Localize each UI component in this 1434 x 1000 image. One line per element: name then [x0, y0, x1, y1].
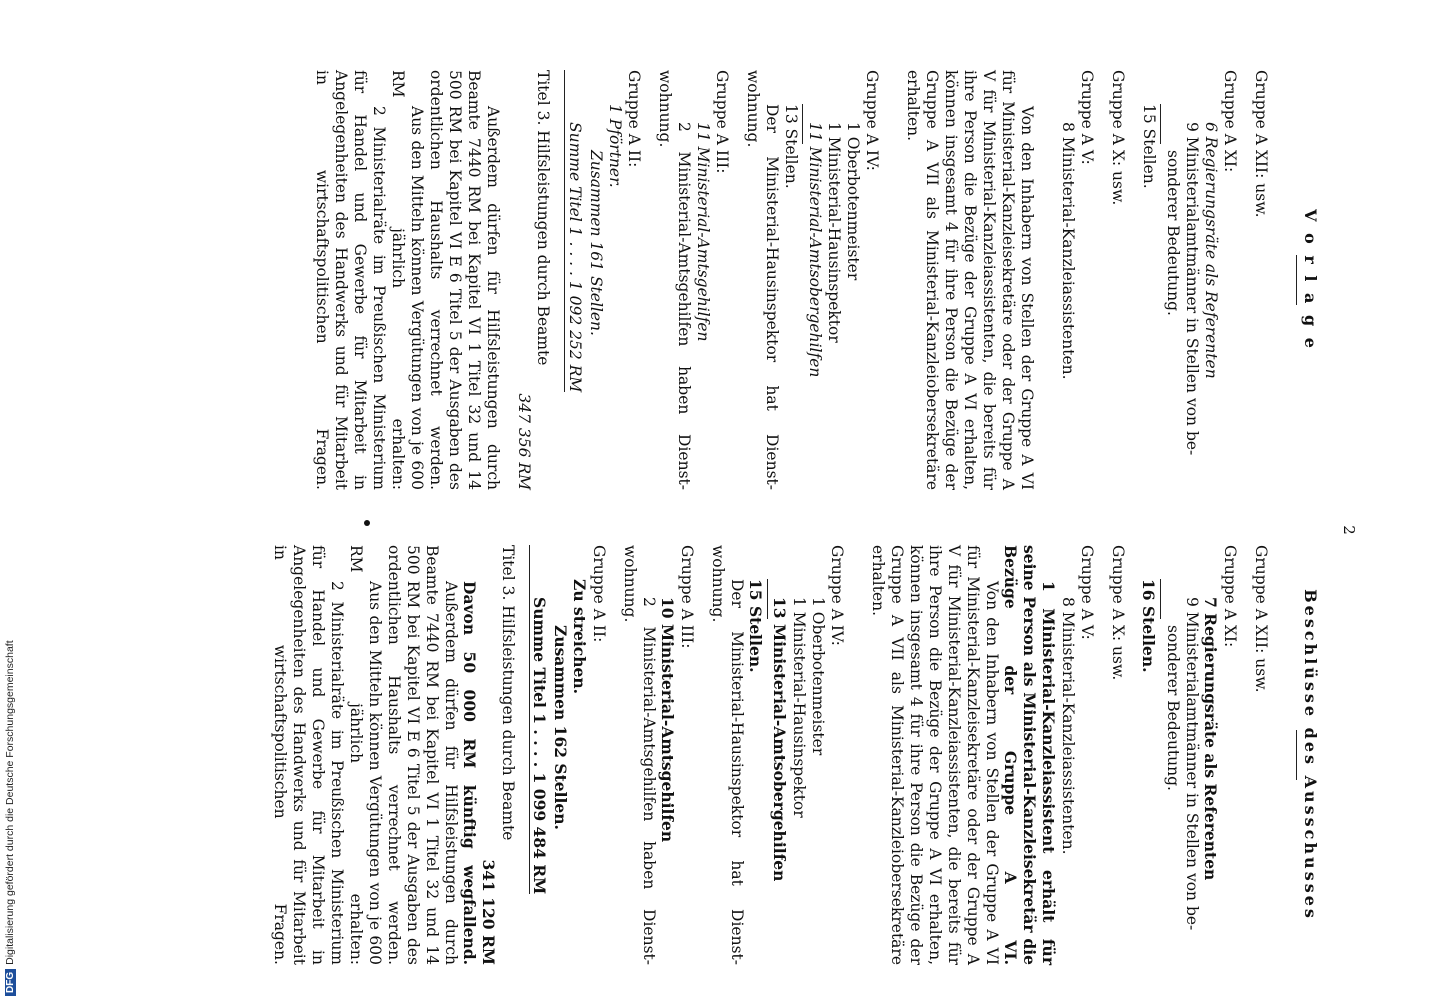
text-line: wohnung. [709, 545, 727, 623]
text-line: 1 Oberbotenmeister [844, 122, 862, 281]
text-line: sonderer Bedeutung. [1164, 625, 1182, 791]
text-line: 9 Ministerialamtmänner in Stellen von be- [1183, 122, 1201, 456]
text-line: Gruppe A IV: [828, 545, 846, 646]
text-line: wohnung. [621, 545, 639, 623]
spacer [1239, 545, 1251, 965]
text-line: 341 120 RM [479, 859, 498, 965]
column-beschluesse [270, 545, 1320, 965]
text-line: 8 Ministerial-Kanzleiassistenten. [1059, 122, 1077, 380]
column-body-vorlage [312, 70, 1270, 490]
footer-text: Digitalisierung gefördert durch die Deutsche Forschungsgemeinschaft [4, 640, 16, 965]
paragraph: 2 Ministerialräte im Preußischen Ministerium für Handel und Gewerbe für Mitarbeit in Angelegenheiten des Handwerks und für Mitarbeit in wirtschaftspolitischen Fragen. [313, 70, 388, 490]
spacer [1127, 70, 1139, 490]
text-line: 11 Ministerial-Amtsobergehilfen [806, 122, 824, 378]
sum-rule [802, 104, 803, 144]
text-line: 10 Ministerial-Amtsgehilfen [658, 597, 677, 843]
text-line: Gruppe A II: [625, 70, 643, 168]
paragraph: Von den Inhabern von Stellen der Gruppe A VI für Ministerial-Kanzleisekretäre oder der Gruppe A V für Ministerial-Kanzleiassistenten, die bereits für ihre Person die Bezüge der Gruppe A VI erhalten, können insgesamt 4 für ihre Person die Bezüge der Gruppe A VII als Ministerial-Kanzleiobersekretäre erhalten. [904, 70, 1036, 490]
text-line: wohnung. [656, 70, 674, 148]
text-line: Gruppe A XI: [1221, 70, 1239, 173]
spacer [696, 545, 708, 965]
spacer [643, 70, 655, 490]
sum-rule [767, 579, 768, 619]
text-line: Gruppe A XII: usw. [1252, 70, 1270, 218]
text-line: 13 Stellen. [782, 104, 800, 189]
paragraph: 1 Ministerial-Kanzleiassistent erhält für seine Person als Ministerial-Kanzleisekretär die Bezüge der Gruppe A VI. [1001, 545, 1058, 965]
paragraph: Von den Inhabern von Stellen der Gruppe A VI für Ministerial-Kanzleisekretäre oder der Gruppe A V für Ministerial-Kanzleiassistenten, die bereits für ihre Person die Bezüge der Gruppe A VI erhalten, können insgesamt 4 für ihre Person die Bezüge der Gruppe A VII als Ministerial-Kanzleiobersekretäre erhalten. [869, 545, 1001, 965]
column-body-beschluesse [270, 545, 1270, 965]
text-line: Zusammen 162 Stellen. [551, 625, 570, 830]
text-line: Gruppe A XI: [1221, 545, 1239, 648]
spacer [552, 70, 564, 490]
spacer [1096, 545, 1108, 965]
text-line: 2 Ministerial-Amtsgehilfen haben Dienst- [675, 122, 693, 490]
text-line: Gruppe A III: [713, 70, 731, 174]
text-line: wohnung. [744, 70, 762, 148]
spacer [502, 70, 514, 490]
text-line: Der Ministerial-Hausinspektor hat Dienst- [728, 579, 746, 965]
text-line: 9 Ministerialamtmänner in Stellen von be- [1183, 597, 1201, 931]
text-line: Titel 3. Hilfsleistungen durch Beamte [534, 70, 552, 366]
text-line: Gruppe A IV: [863, 70, 881, 171]
text-line: Titel 3. Hilfsleistungen durch Beamte [499, 545, 517, 841]
heading-rule [1296, 255, 1297, 305]
text-line: Gruppe A X: usw. [1109, 70, 1127, 206]
paragraph: 2 Ministerialräte im Preußischen Ministerium für Handel und Gewerbe für Mitarbeit in Angelegenheiten des Handwerks und für Mitarbeit in wirtschaftspolitischen Fragen. [271, 545, 346, 965]
text-line: 1 Oberbotenmeister [809, 597, 827, 756]
text-line: 6 Regierungsräte als Referenten [1202, 122, 1220, 379]
text-line: Zu streichen. [570, 579, 589, 695]
column-heading-vorlage: V o r l a g e [1301, 209, 1320, 351]
text-line: Gruppe A III: [678, 545, 696, 649]
text-line: Gruppe A V: [1078, 70, 1096, 165]
paragraph: Außerdem dürfen für Hilfsleistungen durch Beamte 7440 RM bei Kapitel VI 1 Titel 32 und 14 500 RM bei Kapitel VI E 6 Titel 5 der Ausgaben des ordentlichen Haushalts verrechnet werden. [427, 70, 502, 490]
heading-rule [1296, 730, 1297, 780]
text-line: 7 Regierungsräte als Referenten [1201, 597, 1220, 881]
spacer [517, 545, 529, 965]
dfg-logo: DFG [5, 969, 16, 996]
text-line: 1 Pförtner. [606, 104, 624, 188]
column-vorlage [312, 70, 1320, 490]
spacer [731, 70, 743, 490]
text-line: sonderer Bedeutung. [1164, 150, 1182, 316]
spacer [881, 70, 903, 490]
page-number: 2 [1340, 525, 1358, 535]
text-line: Gruppe A XII: usw. [1252, 545, 1270, 693]
text-line: 15 Stellen. [1140, 104, 1158, 189]
paragraph: Aus den Mitteln können Vergütungen von je 600 RM jährlich erhalten: [389, 70, 426, 490]
document-page [40, 40, 1420, 980]
text-line: 8 Ministerial-Kanzleiassistenten. [1059, 597, 1077, 855]
paragraph: Aus den Mitteln können Vergütungen von je 600 RM jährlich erhalten: [347, 545, 384, 965]
spacer [1127, 545, 1139, 965]
text-line: 11 Ministerial-Amtsgehilfen [694, 122, 712, 342]
text-line: 1 Ministerial-Hausinspektor [790, 597, 808, 818]
text-line: Summe Titel 1 . . . . 1 099 484 RM [529, 545, 549, 894]
ink-dot [364, 520, 370, 526]
sum-rule [1160, 579, 1161, 619]
paragraph: Davon 50 000 RM künftig wegfallend. [460, 581, 479, 965]
footer-credit [4, 0, 22, 996]
text-line: Gruppe A X: usw. [1109, 545, 1127, 681]
spacer [1036, 70, 1058, 490]
paragraph: Außerdem dürfen für Hilfsleistungen durch Beamte 7440 RM bei Kapitel VI 1 Titel 32 und 14 500 RM bei Kapitel VI E 6 Titel 5 der Ausgaben des ordentlichen Haushalts verrechnet werden. [385, 545, 460, 965]
spacer [846, 545, 868, 965]
sum-rule [1160, 104, 1161, 144]
text-line: 15 Stellen. [746, 579, 765, 673]
text-line: Gruppe A II: [590, 545, 608, 643]
column-heading-beschluesse: Beschlüsse des Ausschusses [1301, 589, 1320, 921]
text-line: 16 Stellen. [1139, 579, 1158, 673]
text-line: 1 Ministerial-Hausinspektor [825, 122, 843, 343]
spacer [1239, 70, 1251, 490]
text-line: Summe Titel 1 . . . . 1 092 252 RM [564, 70, 584, 392]
spacer [608, 545, 620, 965]
spacer [1096, 70, 1108, 490]
text-line: Der Ministerial-Hausinspektor hat Dienst- [763, 104, 781, 490]
text-line: 13 Ministerial-Amtsobergehilfen [770, 597, 789, 882]
text-line: Gruppe A V: [1078, 545, 1096, 640]
text-line: 2 Ministerial-Amtsgehilfen haben Dienst- [640, 597, 658, 965]
text-line: Zusammen 161 Stellen. [587, 150, 605, 336]
text-line: 347 356 RM [515, 393, 533, 490]
